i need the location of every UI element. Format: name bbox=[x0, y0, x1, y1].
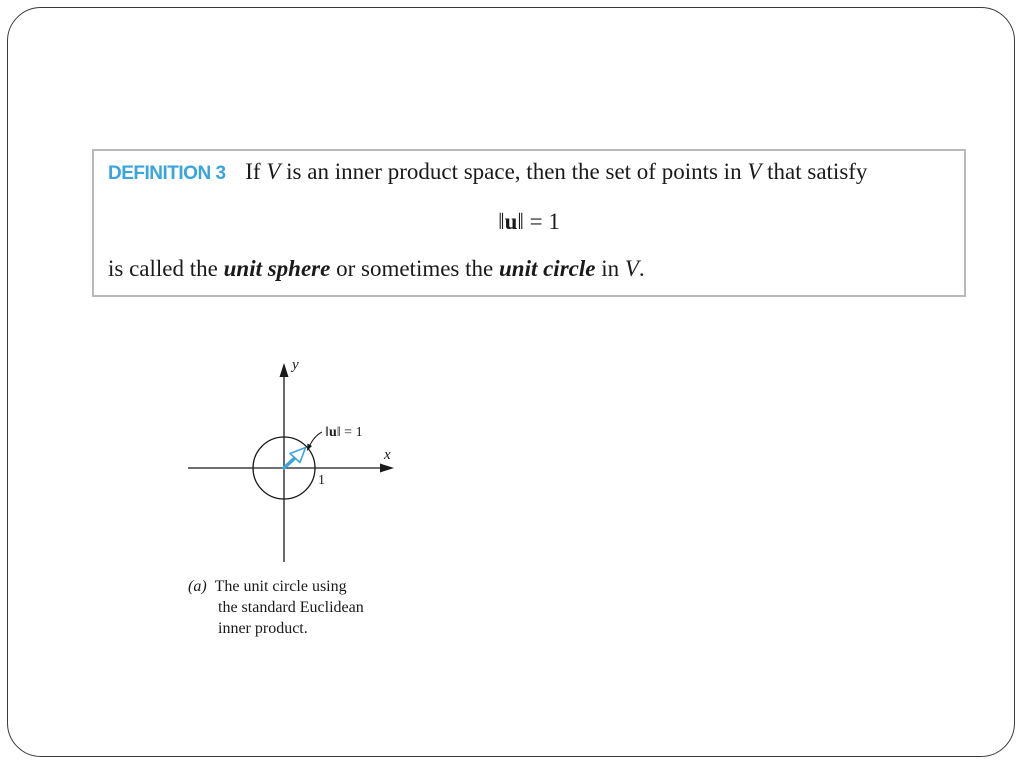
norm-label-bar-right: ‖ bbox=[336, 425, 341, 440]
definition-label: DEFINITION 3 bbox=[108, 163, 226, 184]
definition-line-3 bbox=[108, 256, 645, 282]
def-var-v-2: V bbox=[747, 159, 762, 184]
def-var-v-3: V bbox=[624, 256, 639, 281]
norm-leader-line bbox=[309, 432, 322, 447]
norm-bar-right: ‖ bbox=[517, 209, 524, 234]
norm-label-bar-left: ‖ bbox=[325, 425, 329, 440]
definition-equation bbox=[94, 209, 964, 235]
def-text-mid: is an inner product space, then the set of points in bbox=[286, 159, 742, 184]
norm-bar-left: ‖ bbox=[498, 209, 505, 234]
equation-vector: u bbox=[504, 209, 518, 234]
x-axis-arrowhead bbox=[380, 464, 394, 473]
norm-label-rhs: = 1 bbox=[344, 425, 363, 440]
definition-line-1 bbox=[108, 159, 867, 185]
term-unit-sphere: unit sphere bbox=[223, 256, 331, 281]
caption-part-label: (a) bbox=[188, 578, 207, 595]
y-axis-label: y bbox=[292, 357, 299, 373]
slide-frame bbox=[7, 7, 1015, 757]
def-period: . bbox=[638, 256, 645, 281]
equation-rhs: = 1 bbox=[529, 209, 560, 234]
figure-caption bbox=[188, 576, 428, 639]
def-text-satisfy: that satisfy bbox=[767, 159, 868, 184]
caption-line-2: the standard Euclidean bbox=[218, 599, 364, 616]
def-text-sometimes: or sometimes the bbox=[336, 256, 494, 281]
caption-line-1: The unit circle using bbox=[214, 578, 347, 595]
definition-box bbox=[92, 149, 966, 297]
def-text-in: in bbox=[601, 256, 620, 281]
def-text-called: is called the bbox=[108, 256, 218, 281]
unit-circle-figure bbox=[180, 355, 420, 570]
caption-line-3: inner product. bbox=[218, 620, 308, 637]
radius-label: 1 bbox=[318, 473, 325, 488]
y-axis-arrowhead bbox=[280, 363, 289, 377]
norm-label-vector: u bbox=[328, 425, 337, 440]
norm-label bbox=[325, 425, 363, 441]
x-axis-label: x bbox=[384, 447, 391, 463]
def-text-if: If bbox=[245, 159, 261, 184]
def-var-v: V bbox=[266, 159, 281, 184]
term-unit-circle: unit circle bbox=[498, 256, 596, 281]
caption-first-line bbox=[188, 578, 347, 595]
